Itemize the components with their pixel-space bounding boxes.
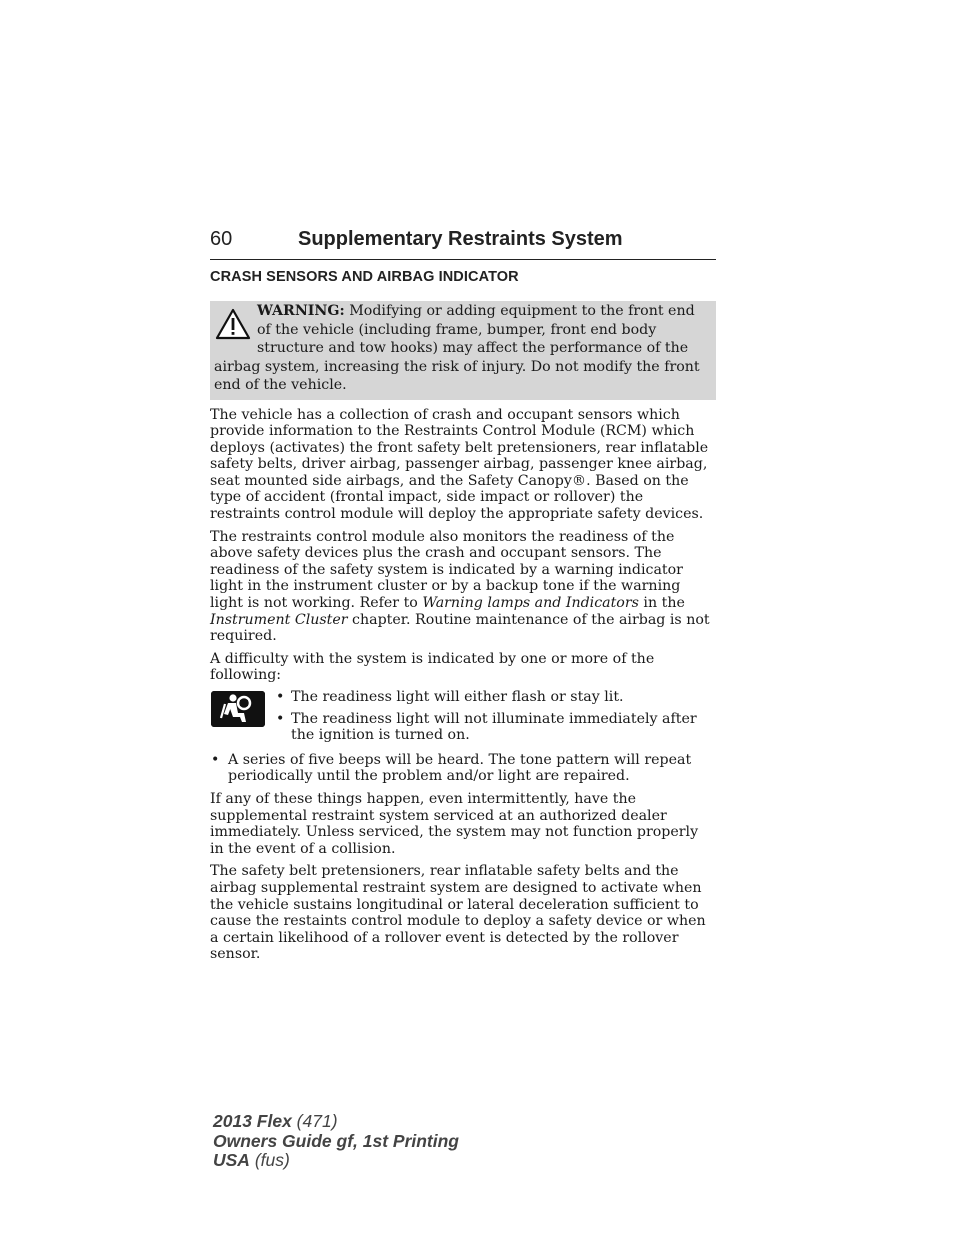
footer-model: 2013 Flex [213, 1111, 292, 1131]
beep-bullet-list [210, 752, 716, 785]
warning-body: Modifying or adding equipment to the front end of the vehicle (including frame, bumper, front end body structure and tow hooks) may affect the performance of the airbag system, increasing the risk of injury. Do not modify the front end of the vehicle. [214, 303, 700, 393]
reference-instrument-cluster: Instrument Cluster [210, 611, 348, 628]
footer-model-code: (471) [291, 1111, 338, 1131]
chapter-title: Supplementary Restraints System [298, 228, 623, 250]
indicator-list-block [210, 689, 716, 749]
page-header [210, 228, 716, 260]
indicator-bullet-list [275, 689, 716, 749]
text-run: in the [638, 595, 685, 612]
page-content [210, 228, 716, 969]
list-item: • A series of five beeps will be heard. The tone pattern will repeat periodically until the problem and/or light are repaired. [210, 752, 716, 785]
section-heading: CRASH SENSORS AND AIRBAG INDICATOR [210, 269, 519, 285]
paragraph-service: If any of these things happen, even intermittently, have the supplemental restraint system serviced at an authorized dealer immediately. Unless serviced, the system may not function properly in the event of a collision. [210, 790, 699, 857]
document-footer [213, 1112, 459, 1171]
footer-region: USA [213, 1150, 250, 1170]
footer-region-line [213, 1151, 459, 1171]
warning-box [210, 301, 716, 400]
paragraph-readiness [210, 529, 716, 645]
paragraph-activation: The safety belt pretensioners, rear inflatable safety belts and the airbag supplemental restraint system are designed to activate when the vehicle sustains longitudinal or lateral deceleration sufficient to cause the restaints control module to deploy a safety device or when a certain likelihood of a rollover event is detected by the rollover sensor. [210, 863, 706, 963]
footer-region-code: (fus) [249, 1150, 290, 1170]
page-number: 60 [210, 228, 233, 250]
text-run: chapter. Routine maintenance of the airbag is not required. [210, 611, 710, 645]
footer-guide: Owners Guide gf, 1st Printing [213, 1130, 459, 1151]
warning-text [214, 302, 708, 395]
list-item: • The readiness light will not illuminate immediately after the ignition is turned on. [275, 711, 716, 744]
warning-label: WARNING: [257, 303, 345, 319]
warning-triangle-icon [215, 307, 251, 341]
airbag-warning-icon [211, 691, 265, 727]
footer-model-line [213, 1112, 459, 1132]
list-item: • The readiness light will either flash or stay lit. [275, 689, 716, 706]
footer-guide-line [213, 1132, 459, 1152]
paragraph-sensors: The vehicle has a collection of crash and occupant sensors which provide information to the Restraints Control Module (RCM) which deploys (activates) the front safety belt pretensioners, rear inflatable safety belts, driver airbag, passenger airbag, passenger knee airbag, seat mounted side airbags, and the Safety Canopy®. Based on the type of accident (frontal impact, side impact or rollover) the restraints control module will deploy the appropriate safety devices. [210, 406, 709, 523]
reference-warning-lamps: Warning lamps and Indicators [422, 595, 639, 612]
text-run: The restraints control module also monitors the readiness of the above safety devices plus the crash and occupant sensors. The readiness of the safety system is indicated by a warning indicator light in the instrument cluster or by a backup tone if the warning light is not working. Refer to [210, 528, 683, 612]
paragraph-difficulty: A difficulty with the system is indicated by one or more of the following: [210, 650, 655, 684]
